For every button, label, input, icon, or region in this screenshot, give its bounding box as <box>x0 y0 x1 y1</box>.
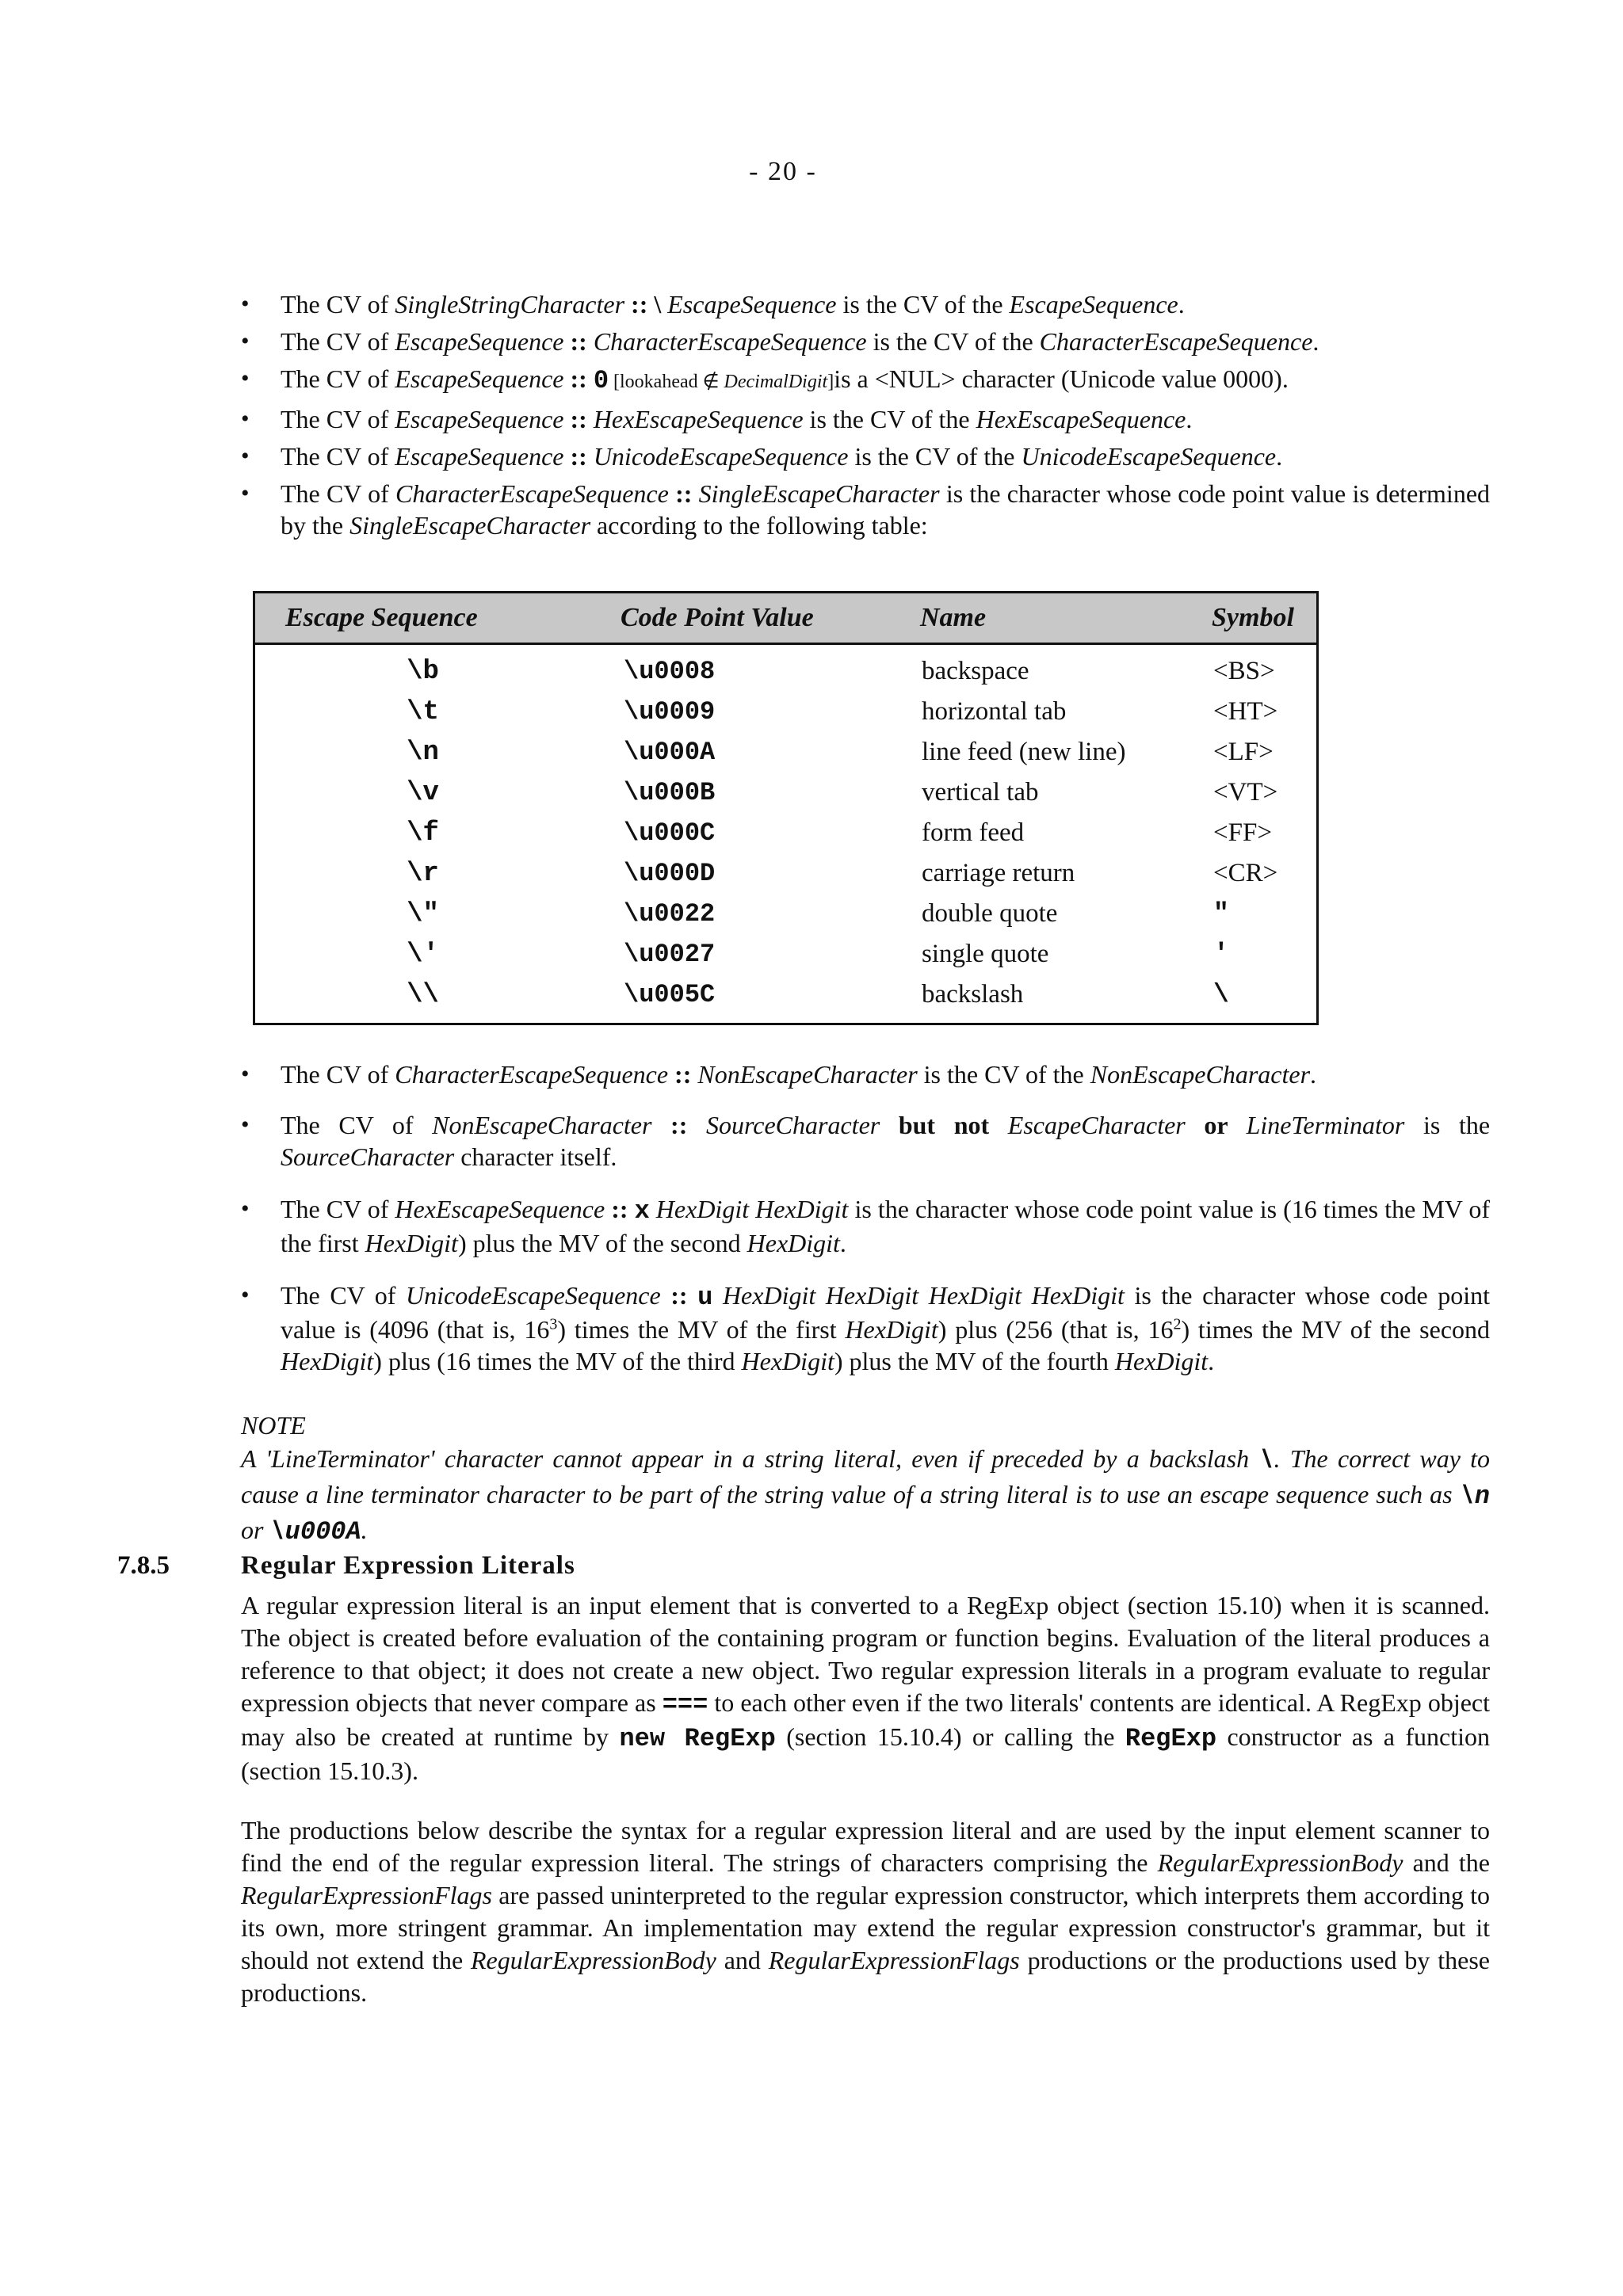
operator: :: <box>563 327 594 356</box>
name-cell: horizontal tab <box>922 697 1067 726</box>
paragraph <box>241 1589 1490 1787</box>
symbol-cell: <BS> <box>1213 657 1275 685</box>
text: or <box>241 1516 270 1544</box>
escape-sequence-cell: \n <box>407 737 439 768</box>
list-item <box>241 1109 1490 1173</box>
code-token: \ <box>1258 1446 1274 1475</box>
escape-sequence-cell: \r <box>407 858 439 889</box>
term: HexEscapeSequence <box>593 405 804 433</box>
operator: :: <box>605 1195 635 1223</box>
column-header: Symbol <box>1182 593 1318 644</box>
table-row <box>254 692 1318 732</box>
text: is the <box>1404 1111 1491 1139</box>
escape-sequence-cell: \v <box>407 777 439 808</box>
term: HexDigit <box>741 1347 834 1375</box>
term: UnicodeEscapeSequence <box>593 442 849 471</box>
name-cell: double quote <box>922 899 1058 928</box>
name-cell: vertical tab <box>922 778 1039 807</box>
term: CharacterEscapeSequence <box>1039 327 1313 356</box>
note-label: NOTE <box>241 1411 306 1440</box>
cv-rules-list-continued <box>241 1058 1490 1398</box>
list-item <box>241 288 1490 320</box>
table-row <box>254 732 1318 772</box>
operator: :: <box>660 1281 698 1310</box>
term: NonEscapeCharacter <box>432 1111 652 1139</box>
term: LineTerminator <box>1246 1111 1405 1139</box>
text: ) times the MV of the first <box>557 1315 846 1344</box>
code-point-cell: \u0009 <box>624 697 716 727</box>
name-cell: line feed (new line) <box>922 738 1126 766</box>
code-token: RegExp <box>1125 1724 1217 1753</box>
text: The CV of <box>281 364 395 393</box>
list-item <box>241 1280 1490 1377</box>
code-token: \u000A <box>269 1517 361 1547</box>
term: HexEscapeSequence <box>395 1195 605 1223</box>
text: The CV of <box>281 327 395 356</box>
table-row <box>254 853 1318 894</box>
escape-sequence-cell: \" <box>407 898 439 929</box>
table-row <box>254 644 1318 692</box>
lookahead-text: ] <box>827 372 834 392</box>
symbol-cell: <HT> <box>1213 697 1278 726</box>
escape-sequence-cell: \\ <box>407 979 439 1010</box>
operator: :: <box>668 1060 698 1089</box>
symbol-cell: \ <box>1213 980 1229 1009</box>
text: . <box>1310 1060 1317 1089</box>
text: ) plus (256 (that is, 16 <box>938 1315 1174 1344</box>
column-header: Escape Sequence <box>254 593 591 644</box>
code-token: \n <box>1459 1482 1490 1511</box>
text: The CV of <box>281 442 395 471</box>
code-point-cell: \u000A <box>624 738 716 767</box>
term: SingleStringCharacter <box>395 290 625 318</box>
text: The CV of <box>281 1060 395 1089</box>
name-cell: carriage return <box>922 859 1075 887</box>
list-item <box>241 363 1490 398</box>
table-row <box>254 813 1318 853</box>
text: is the CV of the <box>803 405 976 433</box>
escape-sequence-cell: \b <box>407 656 439 687</box>
term: EscapeSequence <box>667 290 837 318</box>
term: RegularExpressionBody <box>1157 1848 1403 1877</box>
column-header: Name <box>890 593 1182 644</box>
exponent: 3 <box>549 1315 558 1333</box>
operator: :: <box>651 1111 706 1139</box>
term: HexDigit HexDigit HexDigit HexDigit <box>712 1281 1125 1310</box>
term: HexEscapeSequence <box>976 405 1186 433</box>
term: UnicodeEscapeSequence <box>406 1281 661 1310</box>
term: EscapeSequence <box>1009 290 1178 318</box>
note-text <box>241 1442 1490 1549</box>
text: A regular expression literal is an input element that is converted to a RegExp object (section 15.10) when it is scanned. The object is created before evaluation of the containing program or function begins. Evaluation of the literal produces a reference to that object; it does not create a new object. Two regular expression literals in a program evaluate to regular expression objects that never compare as <box>241 1591 1490 1717</box>
operator: :: <box>563 364 594 393</box>
term: RegularExpressionFlags <box>241 1881 492 1909</box>
text: is the CV of the <box>866 327 1040 356</box>
text: . <box>1208 1347 1215 1375</box>
text: The productions below describe the syntax for a regular expression literal and are used by the input element scanner to find the end of the regular expression literal. The strings of characters comprising the <box>241 1816 1490 1877</box>
code-token: x <box>634 1196 650 1226</box>
text: . <box>1178 290 1185 318</box>
term: CharacterEscapeSequence <box>395 1060 669 1089</box>
text: is the character whose code point value is (4096 (that is, 16 <box>281 1281 1491 1344</box>
term: SourceCharacter <box>706 1111 880 1139</box>
note-block <box>241 1409 1490 1549</box>
escape-sequence-cell: \t <box>407 696 439 727</box>
name-cell: single quote <box>922 940 1049 968</box>
text: . The correct way to cause a line terminator character to be part of the string value of a string literal is to use an escape sequence such as <box>241 1444 1491 1508</box>
code-token: === <box>662 1690 708 1719</box>
term: EscapeSequence <box>395 327 564 356</box>
term: RegularExpressionFlags <box>768 1946 1020 1974</box>
code-token: new RegExp <box>619 1724 776 1753</box>
table-row <box>254 894 1318 934</box>
text: A 'LineTerminator' character cannot appear in a string literal, even if preceded by a backslash <box>241 1444 1259 1473</box>
text: is the character whose code point value is (16 times the MV of the first <box>281 1195 1491 1257</box>
code-token: 0 <box>593 366 609 395</box>
name-cell: form feed <box>922 818 1025 847</box>
symbol-cell: <FF> <box>1213 818 1272 847</box>
keyword: or <box>1185 1111 1247 1139</box>
term: CharacterEscapeSequence <box>593 327 867 356</box>
list-item <box>241 1193 1490 1259</box>
text: The CV of <box>281 1281 407 1310</box>
text: is the CV of the <box>836 290 1010 318</box>
term: SourceCharacter <box>281 1142 455 1171</box>
list-item <box>241 326 1490 357</box>
symbol-cell: <LF> <box>1213 738 1274 766</box>
escape-sequence-cell: \f <box>407 818 439 849</box>
text: are passed uninterpreted to the regular expression constructor, which interprets them according to its own, more stringent grammar. An implementation may extend the regular expression constructor's grammar, but it should not extend the <box>241 1881 1490 1974</box>
term: RegularExpressionBody <box>471 1946 716 1974</box>
term: NonEscapeCharacter <box>697 1060 918 1089</box>
symbol-cell: ' <box>1213 940 1229 969</box>
term: EscapeSequence <box>395 442 564 471</box>
symbol-cell: <VT> <box>1213 778 1278 807</box>
text: ) times the MV of the second <box>1181 1315 1491 1344</box>
name-cell: backspace <box>922 657 1029 685</box>
text: is the CV of the <box>848 442 1022 471</box>
table-row <box>254 974 1318 1024</box>
table-header-row <box>254 593 1318 644</box>
code-point-cell: \u0027 <box>624 940 716 969</box>
escape-sequence-table <box>253 591 1319 1025</box>
term: CharacterEscapeSequence <box>395 479 669 508</box>
text: ) plus the MV of the fourth <box>834 1347 1115 1375</box>
term: HexDigit <box>365 1229 458 1257</box>
text: (section 15.10.4) or calling the <box>775 1722 1125 1751</box>
text: The CV of <box>281 1111 433 1139</box>
term: NonEscapeCharacter <box>1090 1060 1311 1089</box>
text: according to the following table: <box>590 511 928 540</box>
lookahead-text: [lookahead ∉ <box>609 372 724 392</box>
code-point-cell: \u000C <box>624 818 716 848</box>
exponent: 2 <box>1173 1315 1182 1333</box>
term: EscapeCharacter <box>1007 1111 1186 1139</box>
list-item <box>241 478 1490 541</box>
operator: :: <box>563 405 594 433</box>
code-point-cell: \u005C <box>624 980 716 1009</box>
operator: :: <box>668 479 699 508</box>
text: The CV of <box>281 1195 395 1223</box>
keyword: but not <box>880 1111 1008 1139</box>
term: UnicodeEscapeSequence <box>1021 442 1277 471</box>
list-item <box>241 1058 1490 1090</box>
page-number: - 20 - <box>749 157 817 186</box>
text: ) plus (16 times the MV of the third <box>373 1347 742 1375</box>
text: . <box>1276 442 1283 471</box>
text: . <box>1312 327 1319 356</box>
term: SingleEscapeCharacter <box>698 479 940 508</box>
symbol-cell: <CR> <box>1213 859 1278 887</box>
paragraph <box>241 1814 1490 2009</box>
table-row <box>254 772 1318 813</box>
name-cell: backslash <box>922 980 1024 1009</box>
text: The CV of <box>281 290 395 318</box>
text: and the <box>1403 1848 1491 1877</box>
text: is the CV of the <box>917 1060 1090 1089</box>
text: is a <NUL> character (Unicode value 0000). <box>834 364 1289 393</box>
list-item <box>241 441 1490 472</box>
term: HexDigit <box>281 1347 374 1375</box>
term: HexDigit <box>747 1229 840 1257</box>
text: constructor as a function (section 15.10.3). <box>241 1722 1491 1785</box>
code-point-cell: \u000D <box>624 859 716 888</box>
text: to each other even if the two literals' contents are identical. A RegExp object may also be created at runtime by <box>241 1688 1491 1751</box>
column-header: Code Point Value <box>590 593 890 644</box>
escape-sequence-cell: \' <box>407 939 439 970</box>
term: HexDigit HexDigit <box>649 1195 849 1223</box>
text: is the character whose code point value is determined by the <box>281 479 1491 540</box>
code-token: u <box>697 1283 713 1312</box>
term: EscapeSequence <box>395 364 564 393</box>
term: EscapeSequence <box>395 405 564 433</box>
term: HexDigit <box>845 1315 938 1344</box>
list-item <box>241 403 1490 435</box>
text: . <box>839 1229 846 1257</box>
text: ) plus the MV of the second <box>457 1229 747 1257</box>
text: The CV of <box>281 479 396 508</box>
operator: :: \ <box>624 290 668 318</box>
term: HexDigit <box>1114 1347 1209 1375</box>
table-row <box>254 934 1318 974</box>
section-title: Regular Expression Literals <box>241 1551 575 1580</box>
code-point-cell: \u0022 <box>624 899 716 929</box>
term: SingleEscapeCharacter <box>349 511 591 540</box>
symbol-cell: " <box>1213 899 1229 929</box>
code-point-cell: \u000B <box>624 778 716 807</box>
text: The CV of <box>281 405 395 433</box>
code-point-cell: \u0008 <box>624 657 716 686</box>
text: character itself. <box>454 1142 617 1171</box>
text: . <box>1186 405 1193 433</box>
term: DecimalDigit <box>724 372 828 392</box>
text: productions or the productions used by these productions. <box>241 1946 1490 2007</box>
text: . <box>361 1516 368 1544</box>
section-number: 7.8.5 <box>117 1551 170 1580</box>
cv-rules-list <box>241 288 1490 547</box>
text: and <box>716 1946 769 1974</box>
operator: :: <box>563 442 594 471</box>
